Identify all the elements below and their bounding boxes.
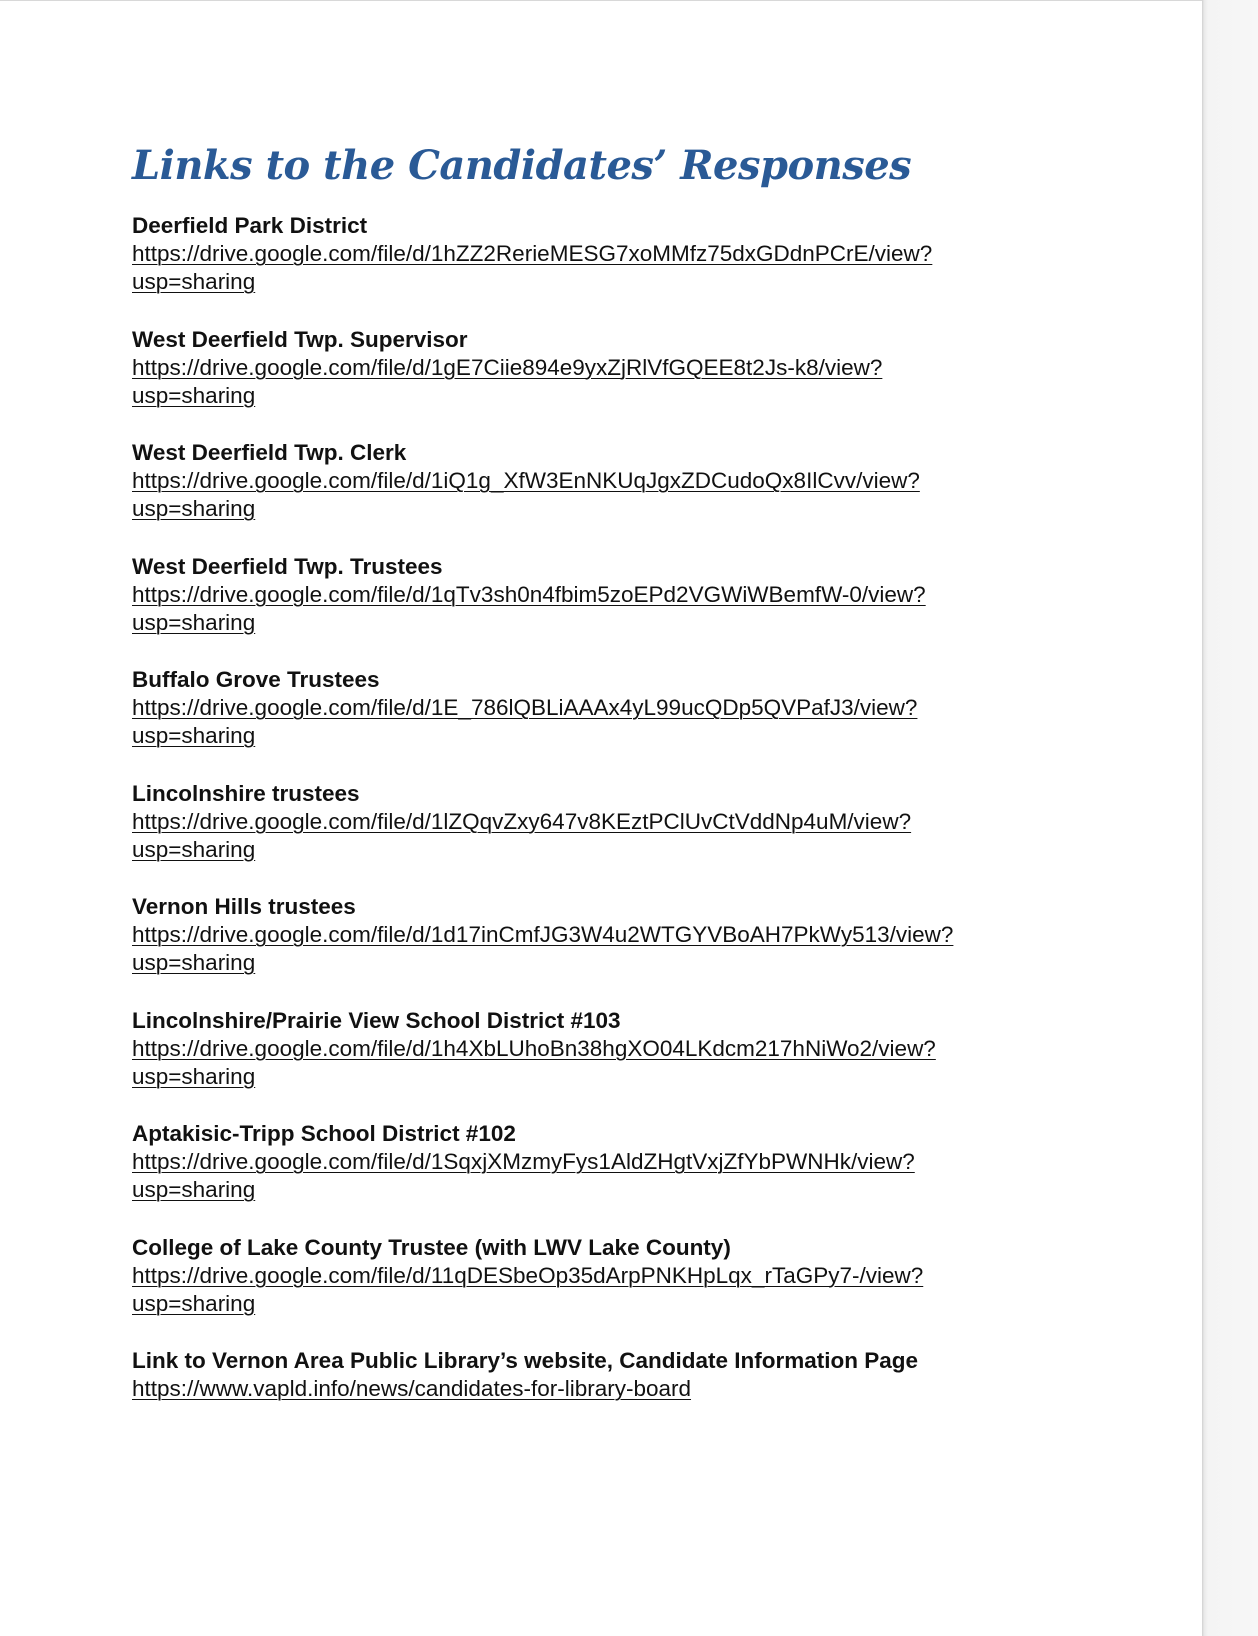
response-link[interactable] (132, 581, 1132, 637)
link-line-2: usp=sharing (132, 382, 256, 408)
response-link[interactable] (132, 240, 1132, 296)
response-entry-lincolnshire (132, 780, 1132, 894)
response-link[interactable] (132, 921, 1132, 977)
document-body (132, 140, 1132, 1461)
link-line-1: https://drive.google.com/file/d/1iQ1g_XfW3EnNKUqJgxZDCudoQx8IlCvv/view? (132, 468, 920, 493)
link-line-1: https://drive.google.com/file/d/1h4XbLUhoBn38hgXO04LKdcm217hNiWo2/view? (132, 1035, 936, 1061)
entry-title: Aptakisic-Tripp School District #102 (132, 1121, 516, 1146)
link-line-1: https://drive.google.com/file/d/1E_786lQBLiAAAx4yL99ucQDp5QVPafJ3/view? (132, 695, 918, 720)
response-entry-college-lake-county (132, 1234, 1132, 1348)
response-entry-wd-clerk (132, 439, 1132, 553)
entry-title: Lincolnshire/Prairie View School District #103 (132, 1007, 621, 1033)
entry-title: Buffalo Grove Trustees (132, 667, 380, 692)
link-line-1: https://drive.google.com/file/d/1qTv3sh0n4fbim5zoEPd2VGWiWBemfW-0/view? (132, 581, 926, 607)
link-line-1: https://drive.google.com/file/d/1SqxjXMzmyFys1AldZHgtVxjZfYbPWNHk/view? (132, 1149, 915, 1174)
library-entry (132, 1347, 1132, 1461)
page-edge-shadow (1202, 0, 1258, 1636)
link-line-1: https://drive.google.com/file/d/1lZQqvZxy647v8KEztPClUvCtVddNp4uM/view? (132, 808, 912, 834)
page-title: Links to the Candidates’ Responses (132, 142, 912, 189)
entry-title: Deerfield Park District (132, 213, 368, 238)
entry-title: Vernon Hills trustees (132, 894, 356, 919)
link-line-2: usp=sharing (132, 496, 256, 521)
link-line-2: usp=sharing (132, 950, 256, 975)
link-line-2: usp=sharing (132, 836, 256, 862)
response-entry-district-103 (132, 1007, 1132, 1121)
response-link[interactable] (132, 1262, 1132, 1318)
response-entry-wd-supervisor (132, 326, 1132, 440)
response-entry-deerfield-park (132, 212, 1132, 326)
entry-title: West Deerfield Twp. Clerk (132, 440, 407, 465)
link-line-1: https://drive.google.com/file/d/11qDESbeOp35dArpPNKHpLqx_rTaGPy7-/view? (132, 1262, 924, 1288)
entry-title: College of Lake County Trustee (with LWV Lake County) (132, 1234, 731, 1260)
response-entry-vernon-hills (132, 893, 1132, 1007)
response-link[interactable] (132, 1148, 1132, 1204)
response-link[interactable] (132, 1035, 1132, 1091)
response-entry-wd-trustees (132, 553, 1132, 667)
response-link[interactable] (132, 808, 1132, 864)
library-title: Link to Vernon Area Public Library’s website, Candidate Information Page (132, 1348, 918, 1373)
link-line-1: https://drive.google.com/file/d/1gE7Ciie894e9yxZjRlVfGQEE8t2Js-k8/view? (132, 354, 883, 380)
entry-title: West Deerfield Twp. Trustees (132, 553, 443, 579)
link-line-1: https://drive.google.com/file/d/1d17inCmfJG3W4u2WTGYVBoAH7PkWy513/view? (132, 922, 954, 947)
link-line-2: usp=sharing (132, 1177, 256, 1202)
entry-title: West Deerfield Twp. Supervisor (132, 326, 468, 352)
link-line-2: usp=sharing (132, 609, 256, 635)
library-link[interactable] (132, 1375, 1132, 1403)
library-link-text: https://www.vapld.info/news/candidates-for-library-board (132, 1376, 692, 1401)
response-entry-district-102 (132, 1120, 1132, 1234)
response-entry-buffalo-grove (132, 666, 1132, 780)
link-line-2: usp=sharing (132, 269, 256, 294)
response-link[interactable] (132, 354, 1132, 410)
page-top-edge (0, 0, 1202, 1)
link-line-2: usp=sharing (132, 1290, 256, 1316)
entry-title: Lincolnshire trustees (132, 780, 360, 806)
link-line-2: usp=sharing (132, 1063, 256, 1089)
link-line-1: https://drive.google.com/file/d/1hZZ2RerieMESG7xoMMfz75dxGDdnPCrE/view? (132, 241, 933, 266)
link-line-2: usp=sharing (132, 723, 256, 748)
response-link[interactable] (132, 694, 1132, 750)
response-link[interactable] (132, 467, 1132, 523)
